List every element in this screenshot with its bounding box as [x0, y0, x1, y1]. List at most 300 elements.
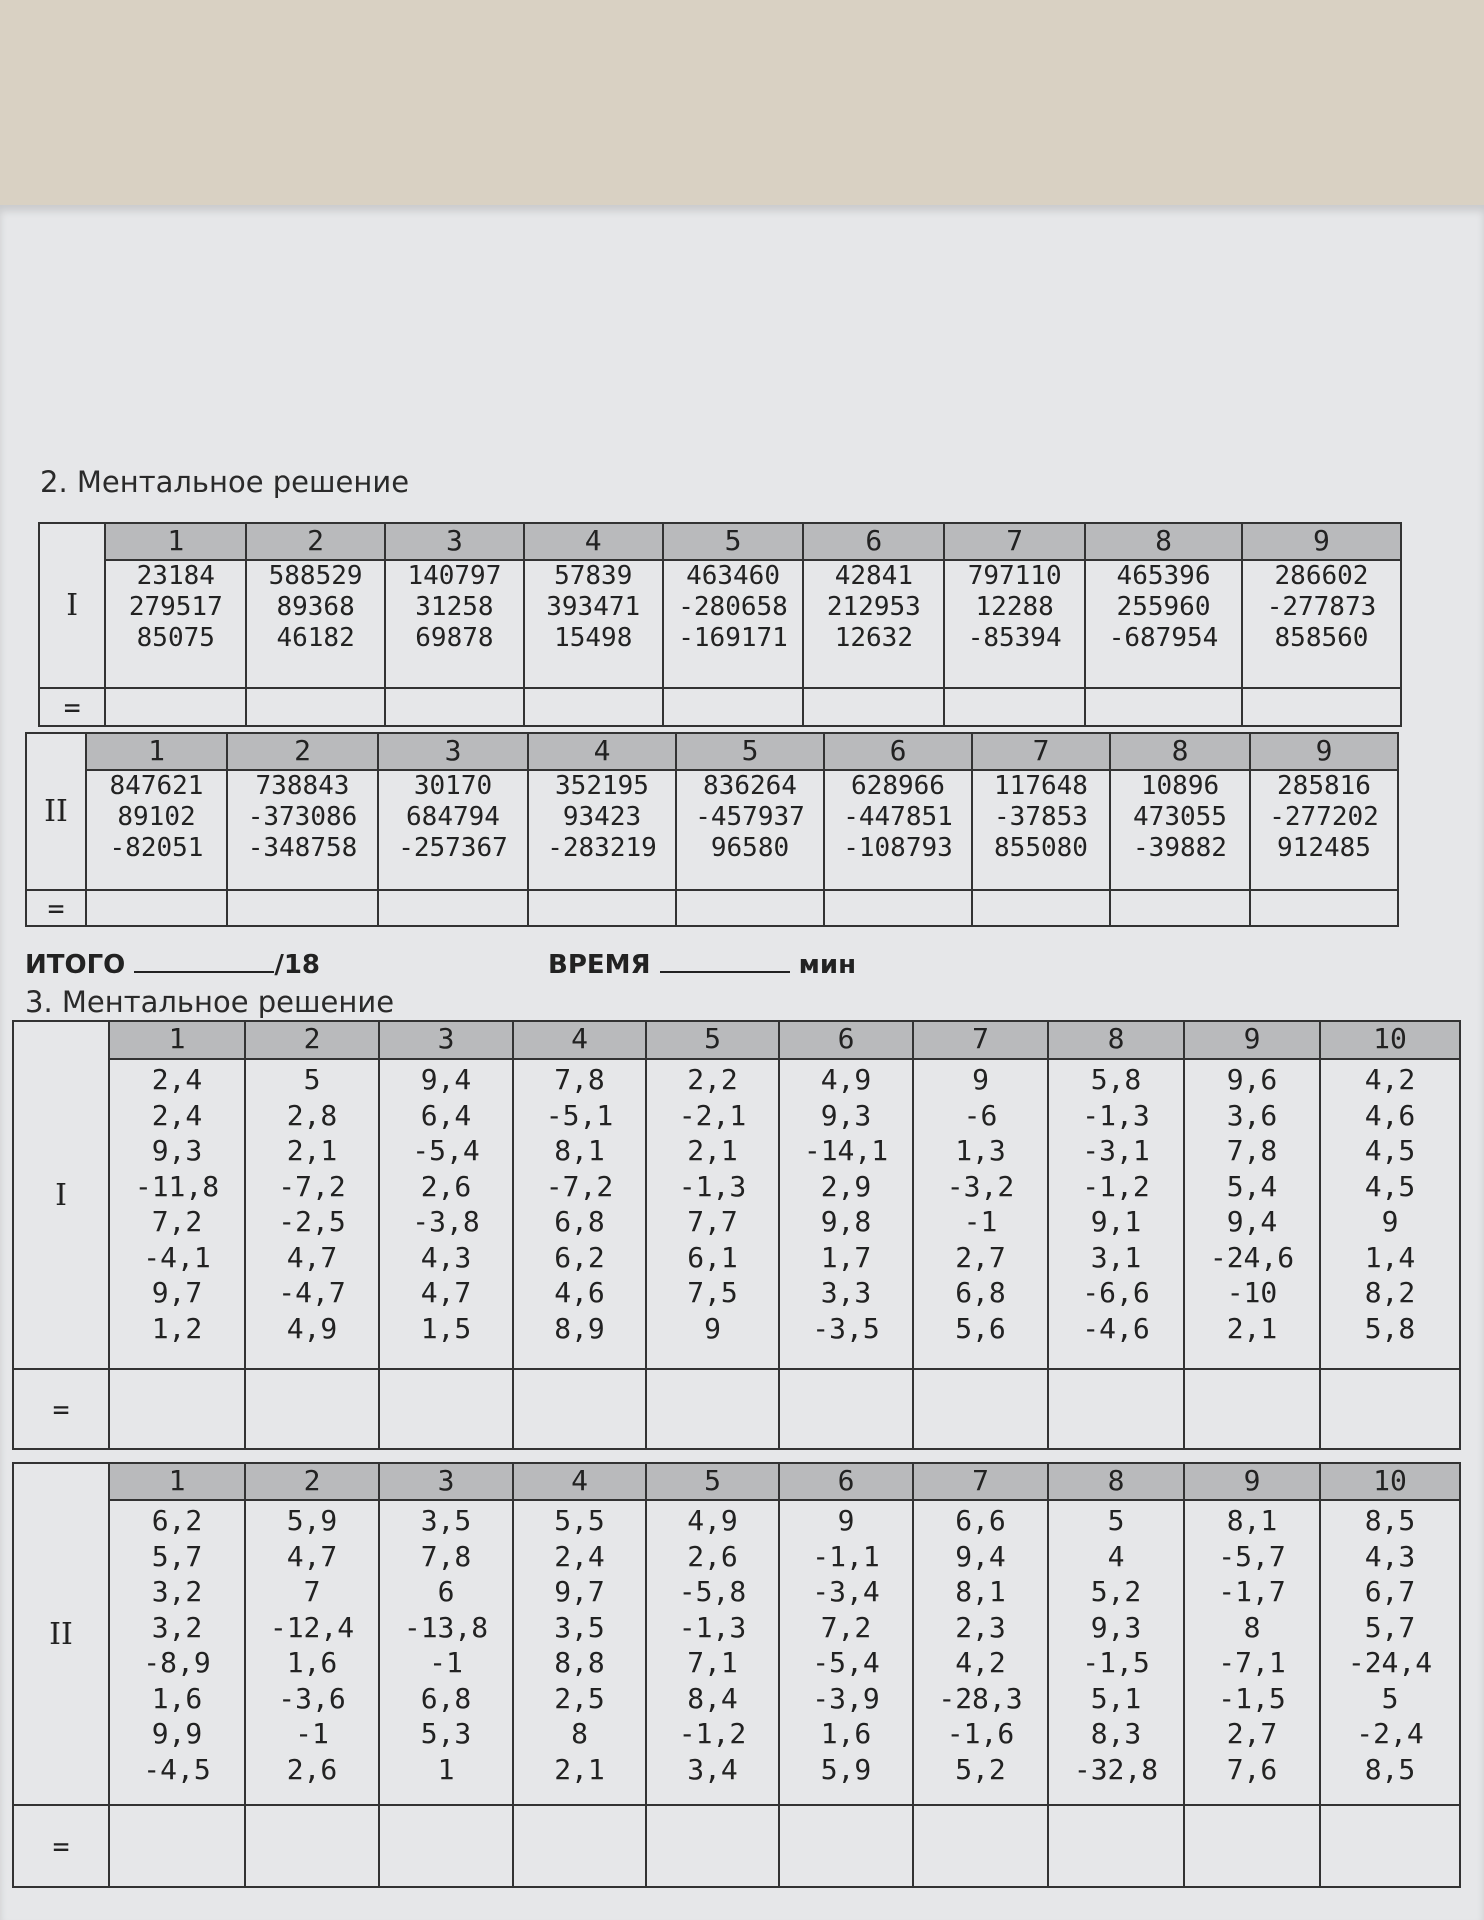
addend-value: 3,1 [1090, 1240, 1142, 1274]
addend-column [227, 770, 378, 890]
addend-column [109, 1500, 245, 1805]
addend-value: 4,3 [1364, 1539, 1416, 1573]
addend-value: 4,6 [554, 1276, 605, 1309]
addend-value: 10896 [1140, 771, 1220, 801]
addend-value: -283219 [547, 833, 657, 863]
answer-cell[interactable] [245, 1369, 379, 1449]
addend-column [1320, 1500, 1460, 1805]
addend-value: 9,3 [820, 1098, 872, 1132]
answer-cell[interactable] [663, 688, 804, 726]
column-number: 7 [913, 1463, 1048, 1500]
addend-value: -8,9 [143, 1646, 211, 1679]
addend-column [944, 560, 1085, 688]
total-out-of: /18 [274, 950, 321, 980]
column-number: 7 [913, 1021, 1048, 1059]
answer-cell[interactable] [803, 688, 944, 726]
addend-value: 2,1 [687, 1134, 738, 1167]
addend-value: -7,1 [1218, 1646, 1286, 1679]
addend-column [109, 1059, 245, 1369]
addend-value: 46182 [276, 623, 355, 653]
answer-cell[interactable] [378, 890, 528, 926]
column-number: 4 [513, 1463, 646, 1500]
addend-value: -4,1 [143, 1240, 211, 1274]
addend-column [1184, 1059, 1320, 1369]
addend-column [385, 560, 524, 688]
answer-cell[interactable] [1184, 1369, 1320, 1449]
addend-value: -277873 [1266, 592, 1377, 622]
addend-value: -4,6 [1082, 1311, 1150, 1345]
addend-column [1250, 770, 1398, 890]
addend-value: 3,5 [554, 1610, 605, 1644]
addend-column [245, 1500, 379, 1805]
addend-column [1320, 1059, 1460, 1369]
addend-value: 8 [1243, 1610, 1261, 1644]
addend-value: -2,4 [1356, 1717, 1424, 1750]
addend-value: -3,6 [278, 1681, 346, 1715]
addend-column [913, 1500, 1048, 1805]
addend-value: -82051 [109, 833, 204, 863]
answer-cell[interactable] [1320, 1805, 1460, 1887]
addend-value: 5,5 [554, 1504, 605, 1537]
equals-sign: = [39, 688, 105, 726]
addend-value: 1 [437, 1752, 455, 1786]
answer-cell[interactable] [109, 1805, 245, 1887]
addend-value: -7,2 [545, 1169, 614, 1203]
column-number: 8 [1048, 1021, 1184, 1059]
answer-cell[interactable] [779, 1369, 913, 1449]
addend-value: -13,8 [403, 1610, 489, 1644]
addend-value: 4,2 [955, 1646, 1006, 1679]
column-number: 9 [1184, 1463, 1320, 1500]
addend-value: -1,3 [1082, 1098, 1150, 1132]
answer-cell[interactable] [1320, 1369, 1460, 1449]
addend-value: -39882 [1133, 833, 1227, 863]
addend-value: -348758 [247, 833, 358, 863]
answer-cell[interactable] [646, 1805, 779, 1887]
column-number: 2 [227, 733, 378, 770]
addend-value: 57839 [554, 561, 633, 591]
answer-cell[interactable] [1242, 688, 1401, 726]
addend-value: 7,8 [1226, 1134, 1278, 1167]
answer-cell[interactable] [109, 1369, 245, 1449]
addend-value: -5,1 [545, 1098, 614, 1132]
column-number: 1 [109, 1021, 245, 1059]
addend-value: 7,5 [687, 1276, 738, 1309]
addend-value: -373086 [247, 802, 358, 832]
column-number: 8 [1110, 733, 1250, 770]
addend-value: 5,2 [955, 1752, 1006, 1786]
row-group-label: II [13, 1463, 109, 1805]
addend-value: 3,6 [1226, 1098, 1278, 1132]
column-number: 7 [944, 523, 1085, 560]
addend-value: 9,6 [1226, 1063, 1278, 1096]
time-blank[interactable] [660, 971, 790, 973]
equals-sign: = [26, 890, 86, 926]
addend-value: 7,6 [1226, 1752, 1278, 1786]
column-number: 9 [1242, 523, 1401, 560]
addend-value: 5,2 [1090, 1575, 1142, 1608]
addend-value: -457937 [695, 802, 805, 832]
column-number: 4 [524, 523, 663, 560]
total-label: ИТОГО [25, 950, 126, 980]
column-number: 8 [1048, 1463, 1184, 1500]
answer-cell[interactable] [379, 1805, 513, 1887]
addend-value: 23184 [136, 561, 215, 591]
addend-value: 4 [1107, 1539, 1125, 1573]
answer-cell[interactable] [972, 890, 1110, 926]
addend-value: 465396 [1116, 561, 1211, 591]
addend-value: 8,1 [1226, 1504, 1278, 1537]
addend-value: -1,3 [678, 1610, 747, 1644]
addend-value: 1,5 [420, 1311, 472, 1345]
column-number: 10 [1320, 1021, 1460, 1059]
addend-column [1085, 560, 1242, 688]
addend-value: -277202 [1269, 802, 1379, 832]
addend-value: 85075 [136, 623, 215, 653]
addend-column [779, 1500, 913, 1805]
column-number: 5 [646, 1463, 779, 1500]
addend-value: 2,4 [151, 1098, 203, 1132]
column-number: 3 [385, 523, 524, 560]
column-number: 1 [109, 1463, 245, 1500]
addend-value: 797110 [967, 561, 1062, 591]
addend-value: 5,7 [1364, 1610, 1416, 1644]
addend-value: 2,2 [687, 1063, 738, 1096]
addend-value: -6,6 [1082, 1276, 1150, 1309]
addend-value: -14,1 [803, 1134, 889, 1167]
section-2-time [548, 950, 856, 980]
column-number: 5 [676, 733, 824, 770]
addend-value: 8,1 [554, 1134, 605, 1167]
addend-value: 5,8 [1090, 1063, 1142, 1096]
addend-value: 9 [972, 1063, 989, 1096]
addend-value: 5 [303, 1063, 321, 1096]
equals-sign: = [13, 1805, 109, 1887]
addend-value: -37853 [994, 802, 1088, 832]
addend-value: 2,7 [1226, 1717, 1278, 1750]
addend-value: 9 [837, 1504, 855, 1537]
addend-value: 5,4 [1226, 1169, 1278, 1203]
answer-cell[interactable] [528, 890, 676, 926]
answer-cell[interactable] [913, 1369, 1048, 1449]
answer-cell[interactable] [824, 890, 972, 926]
answer-cell[interactable] [513, 1805, 646, 1887]
addend-value: 9 [704, 1311, 721, 1345]
answer-cell[interactable] [105, 688, 246, 726]
addend-column [245, 1059, 379, 1369]
addend-value: -1 [295, 1717, 329, 1750]
addend-value: 9,7 [151, 1276, 203, 1309]
addend-value: -7,2 [278, 1169, 346, 1203]
addend-column [1048, 1500, 1184, 1805]
answer-cell[interactable] [1184, 1805, 1320, 1887]
column-number: 4 [528, 733, 676, 770]
row-group-label: I [13, 1021, 109, 1369]
addend-value: 5 [1107, 1504, 1125, 1537]
addend-value: -1,1 [812, 1539, 880, 1573]
equals-sign: = [13, 1369, 109, 1449]
addend-value: 393471 [546, 592, 641, 622]
addend-value: 738843 [255, 771, 350, 801]
answer-cell[interactable] [379, 1369, 513, 1449]
addend-value: -3,9 [812, 1681, 880, 1715]
addend-value: 4,5 [1364, 1169, 1416, 1203]
addend-value: 7,8 [554, 1063, 605, 1096]
addend-value: 1,7 [820, 1240, 872, 1274]
addend-value: 5,6 [955, 1311, 1006, 1345]
addend-value: -3,8 [412, 1205, 480, 1238]
answer-cell[interactable] [1085, 688, 1242, 726]
column-number: 2 [246, 523, 385, 560]
addend-value: -6 [963, 1098, 998, 1132]
addend-value: 117648 [994, 771, 1088, 801]
addend-column [803, 560, 944, 688]
addend-value: 4,7 [420, 1276, 472, 1309]
addend-value: -2,1 [678, 1098, 747, 1132]
answer-cell[interactable] [1250, 890, 1398, 926]
addend-value: 4,3 [420, 1240, 472, 1274]
addend-value: 12288 [975, 592, 1054, 622]
addend-value: 7 [303, 1575, 321, 1608]
addend-value: 8,9 [554, 1311, 605, 1345]
addend-value: -24,6 [1209, 1240, 1295, 1274]
addend-value: 279517 [128, 592, 223, 622]
addend-value: -5,7 [1218, 1539, 1286, 1573]
column-number: 5 [663, 523, 804, 560]
addend-value: 93423 [562, 802, 642, 832]
answer-cell[interactable] [779, 1805, 913, 1887]
addend-value: 7,8 [420, 1539, 472, 1573]
addend-value: 2,9 [820, 1169, 872, 1203]
addend-value: 255960 [1116, 592, 1211, 622]
addend-value: 9,7 [554, 1575, 605, 1608]
addend-value: -2,5 [278, 1205, 346, 1238]
addend-column [1242, 560, 1401, 688]
answer-cell[interactable] [385, 688, 524, 726]
addend-value: 286602 [1274, 561, 1369, 591]
addend-value: -24,4 [1347, 1646, 1433, 1679]
section-2-title: 2. Ментальное решение [40, 465, 410, 499]
addend-value: -4,7 [278, 1276, 346, 1309]
addend-column [379, 1059, 513, 1369]
answer-cell[interactable] [1110, 890, 1250, 926]
answer-cell[interactable] [676, 890, 824, 926]
addend-value: 2,1 [286, 1134, 338, 1167]
addend-column [246, 560, 385, 688]
addend-value: 8,8 [554, 1646, 605, 1679]
answer-cell[interactable] [646, 1369, 779, 1449]
addend-value: -11,8 [134, 1169, 220, 1203]
addend-column [779, 1059, 913, 1369]
column-number: 9 [1250, 733, 1398, 770]
addend-value: 6,2 [554, 1240, 605, 1274]
column-number: 6 [824, 733, 972, 770]
addend-value: 1,6 [286, 1646, 338, 1679]
addend-value: 285816 [1277, 771, 1371, 801]
addend-value: 1,6 [820, 1717, 872, 1750]
addend-value: 9,4 [420, 1063, 472, 1096]
time-label: ВРЕМЯ [548, 950, 651, 980]
addend-value: 6,6 [955, 1504, 1006, 1537]
answer-cell[interactable] [944, 688, 1085, 726]
addend-column [86, 770, 227, 890]
addend-value: -5,4 [412, 1134, 480, 1167]
addend-value: -1,6 [946, 1717, 1015, 1750]
addend-value: 7,2 [151, 1205, 203, 1238]
addend-value: -5,4 [812, 1646, 880, 1679]
addend-value: 2,3 [955, 1610, 1006, 1644]
addend-value: 9,9 [151, 1717, 203, 1750]
addend-value: 912485 [1277, 833, 1371, 863]
addend-value: 12632 [834, 623, 913, 653]
addend-value: 9,3 [1090, 1610, 1142, 1644]
addend-value: -280658 [678, 592, 788, 622]
addend-column [824, 770, 972, 890]
addend-value: 3,5 [420, 1504, 472, 1537]
addend-value: 9 [1381, 1205, 1399, 1238]
addend-value: 69878 [415, 623, 494, 653]
answer-cell[interactable] [524, 688, 663, 726]
addend-column [379, 1500, 513, 1805]
column-number: 3 [379, 1463, 513, 1500]
addend-value: 2,6 [420, 1169, 472, 1203]
addend-value: -447851 [843, 802, 953, 832]
column-number: 4 [513, 1021, 646, 1059]
addend-value: 3,4 [687, 1752, 738, 1786]
total-blank[interactable] [134, 971, 274, 973]
addend-value: 588529 [268, 561, 363, 591]
column-number: 2 [245, 1463, 379, 1500]
addend-value: 8,3 [1090, 1717, 1142, 1750]
addend-column [676, 770, 824, 890]
addend-value: 8,2 [1364, 1276, 1416, 1309]
column-number: 6 [803, 523, 944, 560]
addend-value: 1,3 [955, 1134, 1006, 1167]
addend-column [105, 560, 246, 688]
column-number: 6 [779, 1021, 913, 1059]
addend-value: 89368 [276, 592, 355, 622]
section-3-table-2 [12, 1462, 1461, 1888]
row-group-label: II [26, 733, 86, 890]
column-number: 9 [1184, 1021, 1320, 1059]
addend-value: 2,7 [955, 1240, 1006, 1274]
addend-value: 6,2 [151, 1504, 203, 1537]
addend-value: -12,4 [269, 1610, 355, 1644]
addend-value: 9,1 [1090, 1205, 1142, 1238]
addend-column [646, 1059, 779, 1369]
column-number: 6 [779, 1463, 913, 1500]
addend-value: -1 [963, 1205, 998, 1238]
answer-cell[interactable] [246, 688, 385, 726]
addend-value: 6,8 [554, 1205, 605, 1238]
addend-value: 6,7 [1364, 1575, 1416, 1608]
column-number: 10 [1320, 1463, 1460, 1500]
answer-cell[interactable] [513, 1369, 646, 1449]
addend-value: 30170 [413, 771, 493, 801]
addend-value: 5,3 [420, 1717, 472, 1750]
addend-value: 4,7 [286, 1539, 338, 1573]
addend-value: 31258 [415, 592, 494, 622]
addend-value: 684794 [406, 802, 500, 832]
addend-value: 5,7 [151, 1539, 203, 1573]
addend-value: -1,5 [1218, 1681, 1286, 1715]
addend-value: 4,2 [1364, 1063, 1416, 1096]
addend-value: 89102 [117, 802, 196, 832]
addend-value: 4,6 [1364, 1098, 1416, 1132]
addend-value: 3,3 [820, 1276, 872, 1309]
addend-value: 212953 [826, 592, 921, 622]
addend-value: -85394 [967, 623, 1062, 653]
addend-value: 858560 [1274, 623, 1369, 653]
addend-column [1110, 770, 1250, 890]
addend-value: 8 [571, 1717, 588, 1750]
addend-value: 3,2 [151, 1610, 203, 1644]
answer-cell[interactable] [227, 890, 378, 926]
addend-value: 855080 [994, 833, 1088, 863]
addend-value: 6,8 [955, 1276, 1006, 1309]
addend-value: 4,5 [1364, 1134, 1416, 1167]
addend-value: 5,9 [820, 1752, 872, 1786]
answer-cell[interactable] [1048, 1369, 1184, 1449]
addend-value: -3,5 [812, 1311, 880, 1345]
addend-value: 5,8 [1364, 1311, 1416, 1345]
addend-value: -169171 [678, 623, 788, 653]
time-unit: мин [798, 950, 857, 980]
addend-value: -5,8 [678, 1575, 747, 1608]
addend-column [913, 1059, 1048, 1369]
answer-cell[interactable] [1048, 1805, 1184, 1887]
addend-value: 2,1 [554, 1752, 605, 1786]
addend-column [1184, 1500, 1320, 1805]
addend-value: 1,2 [151, 1311, 203, 1345]
addend-column [972, 770, 1110, 890]
row-group-label: I [39, 523, 105, 688]
answer-cell[interactable] [86, 890, 227, 926]
addend-value: -4,5 [143, 1752, 211, 1786]
column-number: 3 [379, 1021, 513, 1059]
addend-column [524, 560, 663, 688]
addend-value: 1,6 [151, 1681, 203, 1715]
addend-value: -1,3 [678, 1169, 747, 1203]
addend-value: -3,4 [812, 1575, 880, 1608]
addend-value: 2,4 [554, 1539, 605, 1573]
addend-value: 847621 [109, 771, 204, 801]
addend-value: -687954 [1108, 623, 1219, 653]
addend-value: -1,2 [1082, 1169, 1150, 1203]
addend-value: 2,6 [687, 1539, 738, 1573]
answer-cell[interactable] [245, 1805, 379, 1887]
addend-value: 8,4 [687, 1681, 738, 1715]
addend-value: 5,1 [1090, 1681, 1142, 1715]
section-2-total [25, 950, 320, 980]
addend-column [528, 770, 676, 890]
addend-value: 6,8 [420, 1681, 472, 1715]
addend-value: 9,8 [820, 1205, 872, 1238]
addend-value: 6,1 [687, 1240, 738, 1274]
column-number: 7 [972, 733, 1110, 770]
addend-value: -257367 [398, 833, 508, 863]
addend-value: 4,9 [687, 1504, 738, 1537]
addend-value: 7,2 [820, 1610, 872, 1644]
addend-value: 9,4 [1226, 1205, 1278, 1238]
column-number: 3 [378, 733, 528, 770]
addend-value: 1,4 [1364, 1240, 1416, 1274]
addend-column [378, 770, 528, 890]
addend-column [646, 1500, 779, 1805]
addend-value: 15498 [554, 623, 633, 653]
addend-value: 8,5 [1364, 1504, 1416, 1537]
answer-cell[interactable] [913, 1805, 1048, 1887]
